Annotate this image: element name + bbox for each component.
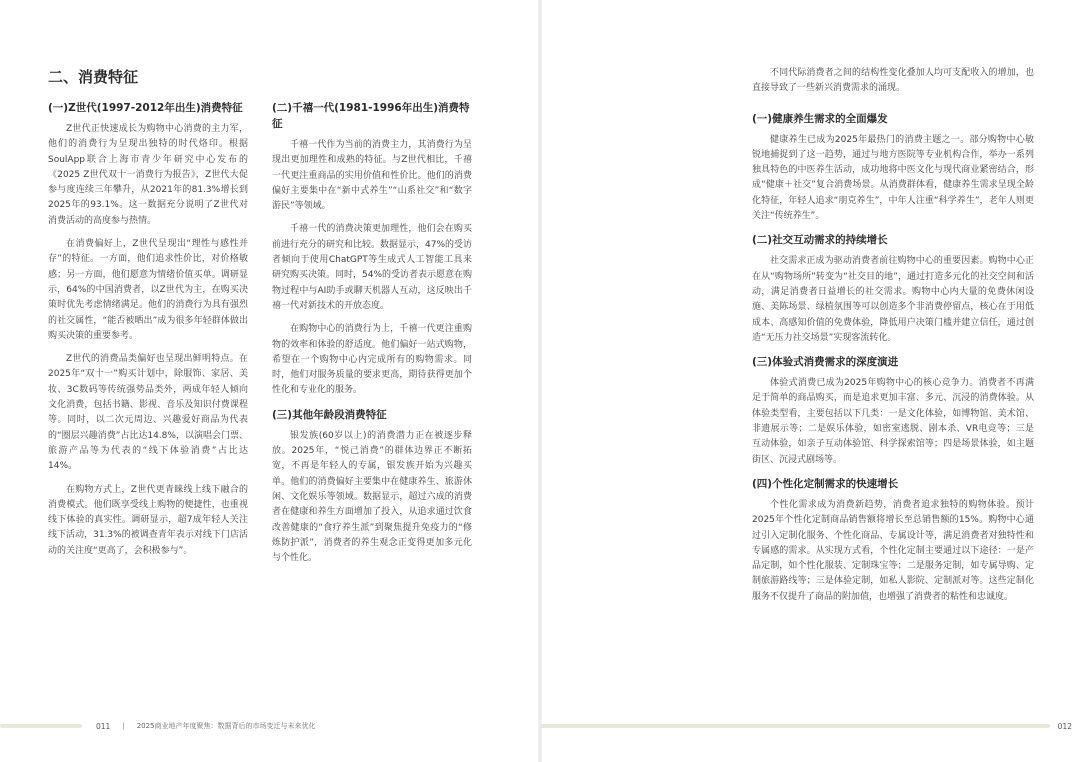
section-title: 二、消费特征 [48,68,139,86]
report-title: 2025商业地产年度聚焦：数据背后的市场变迁与未来优化 [136,722,316,730]
other-ages-paragraph: 银发族(60岁以上)的消费潜力正在被逐步释放。2025年，“悦己消费”的群体边界正不断拓宽，不再是年轻人的专属，银发族开始为兴趣买单。他们的消费偏好主要集中在健康养生、旅游休闲、文化娱乐等领域。数据显示，超过六成的消费者在健康和养生方面增加了投入，从追求通过饮食改善健康的“食疗养生派”到聚焦提升免疫力的“修炼防护派”，消费者的养生观念正变得更加多元化与个性化。 [272,430,472,564]
millennials-paragraph-3: 在购物中心的消费行为上，千禧一代更注重购物的效率和体验的舒适度。他们偏好一站式购物，希望在一个购物中心内完成所有的购物需求。同时，他们对服务质量的要求更高，期待获得更加个性化和专业化的服务。 [272,324,472,396]
millennials-heading: (二)千禧一代(1981-1996年出生)消费特征 [272,102,470,130]
experience-heading: (三)体验式消费需求的深度演进 [752,356,899,369]
footer-right [540,719,1072,733]
column-new-demands [752,66,1034,613]
right-page [540,0,1080,762]
health-paragraph: 健康养生已成为2025年最热门的消费主题之一。部分购物中心敏锐地捕捉到了这一趋势，通过与地方医院等专业机构合作，举办一系列独具特色的中医养生活动，成功地将中医文化与现代商业紧密结合，形成“健康＋社交”复合消费场景。从消费群体看，健康养生需求呈现全龄化特征，年轻人追求“朋克养生”，中年人注重“科学养生”，老年人则更关注“传统养生”。 [752,134,1034,222]
gen-z-paragraph-2: 在消费偏好上，Z世代呈现出“理性与感性并存”的特征。一方面，他们追求性价比，对价格敏感；另一方面，他们愿意为情绪价值买单。调研显示，64%的中国消费者，以Z世代为主，在购买决策时优先考虑情绪满足。他们的消费行为具有强烈的社交属性，“能否被晒出”成为很多年轻群体做出购买决策的重要参考。 [48,239,248,341]
gen-z-heading: (一)Z世代(1997-2012年出生)消费特征 [48,102,243,114]
other-ages-heading: (三)其他年龄段消费特征 [272,408,387,421]
gen-z-paragraph-1: Z世代正快速成长为购物中心消费的主力军，他们的消费行为呈现出独特的时代烙印。根据SoulApp联合上海市青少年研究中心发布的《2025 Z世代双十一消费行为报告》，Z世代大促参与度连续三年攀升，从2021年的81.3%增长到2025年的93.1%。这一数据充分说明了Z世代对消费活动的高度参与热情。 [48,124,248,226]
page-number-right: 012 [1057,721,1072,731]
experience-paragraph: 体验式消费已成为2025年购物中心的核心竞争力。消费者不再满足于简单的商品购买，而是追求更加丰富、多元、沉浸的消费体验。从体验类型看，主要包括以下几类：一是文化体验，如博物馆、美术馆、非遗展示等；二是娱乐体验，如密室逃脱、剧本杀、VR电竞等；三是互动体验，如亲子互动体验馆、科学探索馆等；四是场景体验，如主题街区、沉浸式剧场等。 [752,378,1034,465]
column-gen-z [48,100,248,567]
customization-paragraph: 个性化需求成为消费新趋势，消费者追求独特的购物体验。预计2025年个性化定制商品销售额将增长至总销售额的15%。购物中心通过引入定制化服务、个性化商品、专属设计等，满足消费者对独特性和专属感的需求。从实现方式看，个性化定制主要通过以下途径：一是产品定制，如个性化服装、定制珠宝等；二是服务定制，如专属导购、定制旅游路线等；三是体验定制，如私人影院、定制派对等。这些定制化服务不仅提升了商品的附加值，也增强了消费者的粘性和忠诚度。 [752,499,1034,602]
page-number-left: 011 [96,721,111,731]
footer-separator: | [122,722,125,730]
millennials-paragraph-2: 千禧一代的消费决策更加理性，他们会在购买前进行充分的研究和比较。数据显示，47%的受访者倾向于使用ChatGPT等生成式人工智能工具来研究购买决策。同时，54%的受访者表示愿意在购物过程中与AI助手或聊天机器人互动，这反映出千禧一代对新技术的开放态度。 [272,224,473,311]
customization-heading: (四)个性化定制需求的快速增长 [752,477,899,490]
column-millennials [272,100,472,574]
footer-accent-bar-right [540,724,1050,728]
footer-accent-bar [0,724,82,728]
social-paragraph: 社交需求正成为驱动消费者前往购物中心的重要因素。购物中心正在从“购物场所”转变为“社交目的地”，通过打造多元化的社交空间和活动，满足消费者日益增长的社交需求。购物中心内大量的免费休闲设施、美陈场景、绿植氛围等可以创造多个非消费停留点，核心在于用低成本、高感知价值的免费体验，降低用户决策门槛并建立信任，通过创造“无压力社交场景”实现客流转化。 [752,256,1034,343]
gen-z-paragraph-3: Z世代的消费品类偏好也呈现出鲜明特点。在2025年“双十一”购买计划中，除服饰、家居、美妆、3C数码等传统强势品类外，两成年轻人倾向文化消费，包括书籍、影视、音乐及知识付费课程等。同时，以二次元周边、兴趣爱好商品为代表的“圈层兴趣消费”占比达14.8%，以演唱会门票、旅游产品等为代表的“线下体验消费”占比达14%。 [48,354,248,472]
gen-z-paragraph-4: 在购物方式上，Z世代更青睐线上线下融合的消费模式。他们既享受线上购物的便捷性，也重视线下体验的真实性。调研显示，超7成年轻人关注线下活动，31.3%的被调查青年表示对线下门店活动的关注度“更高了，会积极参与”。 [48,484,248,556]
footer-left [0,719,520,733]
social-heading: (二)社交互动需求的持续增长 [752,234,888,247]
intro-paragraph: 不同代际消费者之间的结构性变化叠加人均可支配收入的增加，也直接导致了一些新兴消费需求的涌现。 [752,68,1034,94]
health-heading: (一)健康养生需求的全面爆发 [752,112,888,125]
millennials-paragraph-1: 千禧一代作为当前的消费主力，其消费行为呈现出更加理性和成熟的特征。与Z世代相比，千禧一代更注重商品的实用价值和性价比。他们的消费偏好主要集中在“新中式养生”“山系社交”和“数字游民”等领域。 [272,140,472,212]
